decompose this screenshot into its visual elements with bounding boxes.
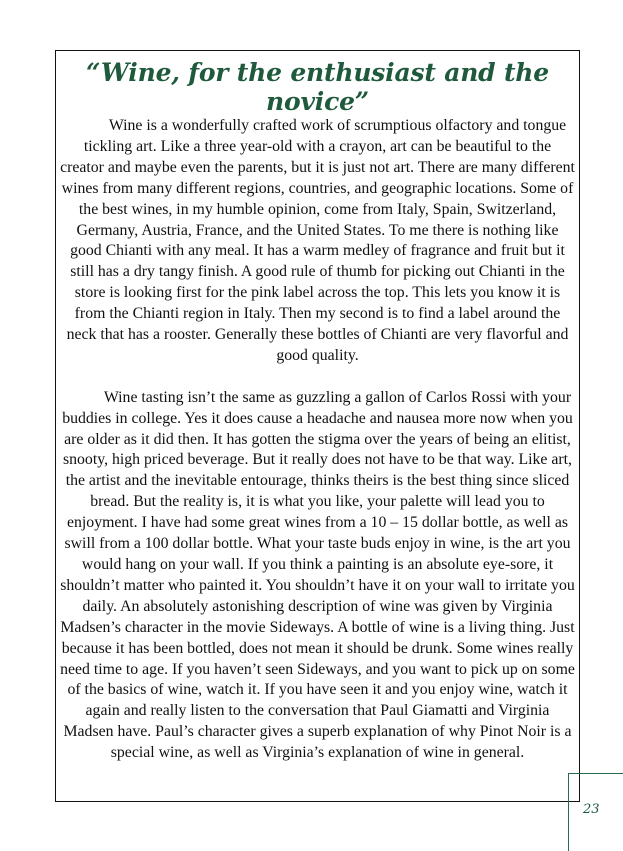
page-number: 23 [583,802,600,817]
paragraph-2 [60,388,575,764]
article-title: “Wine, for the enthusiast and the novice” [85,58,549,116]
paragraph-2-text: Wine tasting isn’t the same as guzzling a gallon of Carlos Rossi with your buddies in college. Yes it does cause a headache and nausea more now when you are older as it did then. It has gotten the stigma over the years of being an elitist, snooty, high priced beverage. But it really does not have to be that way. Like art, the artist and the inevitable entourage, thinks theirs is the best thing since sliced bread. But the reality is, it is what you like, your palette will lead you to enjoyment. I have had some great wines from a 10 – 15 dollar bottle, as well as swill from a 100 dollar bottle. What your taste buds enjoy in wine, is the art you would hang on your wall. If you think a painting is an absolute eye-sore, it shouldn’t matter who painted it. You shouldn’t have it on your wall to irritate you daily. An absolutely astonishing description of wine was given by Virginia Madsen’s character in the movie Sideways. A bottle of wine is a living thing. Just because it has been bottled, does not mean it should be drunk. Some wines really need time to age. If you haven’t seen Sideways, and you want to pick up on some of the basics of wine, watch it. If you have seen it and you enjoy wine, watch it again and really listen to the conversation that Paul Giamatti and Virginia Madsen have. Paul’s character gives a superb explanation of why Pinot Noir is a special wine, as well as Virginia’s explanation of wine in general. [60,388,575,762]
paragraph-1-text: Wine is a wonderfully crafted work of scrumptious olfactory and tongue tickling art. Like a three year-old with a crayon, art can be beautiful to the creator and maybe even the parents, but it is just not art. There are many different wines from many different regions, countries, and geographic locations. Some of the best wines, in my humble opinion, come from Italy, Spain, Switzerland, Germany, Austria, France, and the United States. To me there is nothing like good Chianti with any meal. It has a warm medley of fragrance and fruit but it still has a dry tangy finish. A good rule of thumb for picking out Chianti in the store is looking first for the pink label across the top. This lets you know it is from the Chianti region in Italy. Then my second is to find a label around the neck that has a rooster. Generally these bottles of Chianti are very flavorful and good quality. [60,117,575,364]
paragraph-1 [60,116,575,367]
article-body [60,116,575,764]
